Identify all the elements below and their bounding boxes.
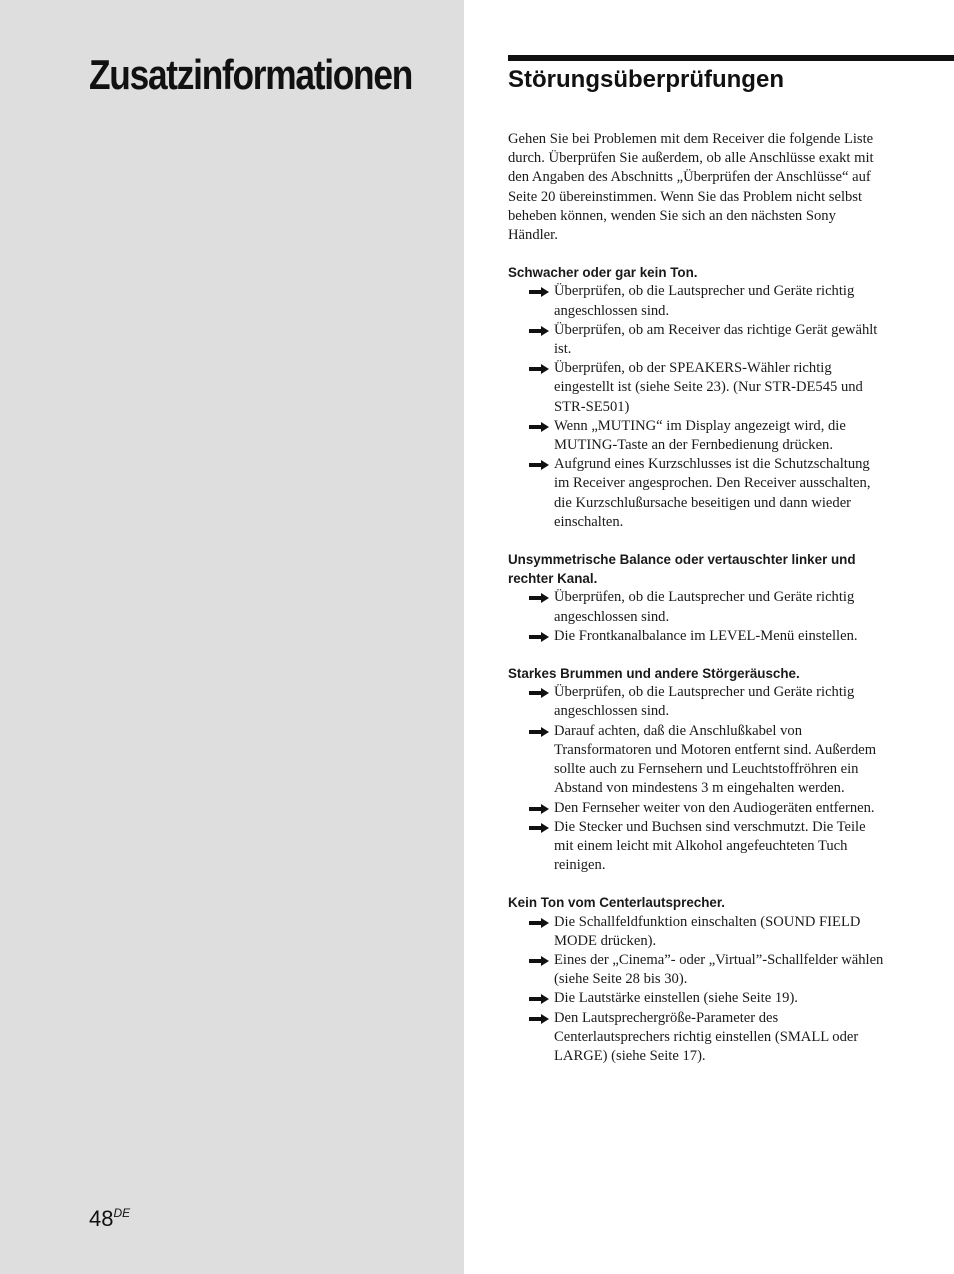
- check-list: [508, 683, 886, 875]
- check-text: Die Frontkanalbalance im LEVEL-Menü einstellen.: [554, 627, 858, 644]
- check-text: Wenn „MUTING“ im Display angezeigt wird, die MUTING-Taste an der Fernbedienung drücken.: [554, 417, 846, 454]
- check-text: Überprüfen, ob der SPEAKERS-Wähler richtig eingestellt ist (siehe Seite 23). (Nur STR-DE545 und STR-SE501): [554, 360, 863, 415]
- arrow-right-icon: [529, 1014, 549, 1024]
- check-item: [554, 722, 886, 799]
- problem-heading: Schwacher oder gar kein Ton.: [508, 265, 698, 281]
- problem-heading: Starkes Brummen und andere Störgeräusche.: [508, 666, 800, 682]
- check-item: [554, 799, 886, 818]
- problem-block: [508, 263, 886, 532]
- check-text: Aufgrund eines Kurzschlusses ist die Schutzschaltung im Receiver angesprochen. Den Receiver ausschalten, die Kurzschlußursache beseitigen und dann wieder einschalten.: [554, 456, 871, 530]
- arrow-right-icon: [529, 956, 549, 966]
- page-number-suffix: DE: [113, 1206, 131, 1220]
- arrow-right-icon: [529, 804, 549, 814]
- check-item: [554, 627, 886, 646]
- check-text: Die Stecker und Buchsen sind verschmutzt. Die Teile mit einem leicht mit Alkohol angefeuchteten Tuch reinigen.: [554, 818, 866, 874]
- check-item: [554, 989, 886, 1008]
- check-text: Überprüfen, ob die Lautsprecher und Geräte richtig angeschlossen sind.: [554, 684, 855, 720]
- sidebar-panel: [0, 0, 464, 1274]
- check-item: [554, 1009, 886, 1067]
- check-text: Die Schallfeldfunktion einschalten (SOUND FIELD MODE drücken).: [554, 913, 861, 949]
- check-item: [554, 951, 886, 989]
- arrow-right-icon: [529, 727, 549, 737]
- section-title: Störungsüberprüfungen: [508, 66, 784, 93]
- check-text: Eines der „Cinema”- oder „Virtual”-Schallfelder wählen (siehe Seite 28 bis 30).: [554, 951, 884, 988]
- arrow-right-icon: [529, 918, 549, 928]
- arrow-right-icon: [529, 688, 549, 698]
- check-text: Überprüfen, ob die Lautsprecher und Geräte richtig angeschlossen sind.: [554, 589, 855, 625]
- check-text: Darauf achten, daß die Anschlußkabel von Transformatoren und Motoren entfernt sind. Außerdem sollte auch zu Fernsehern und Leuchtstoffröhren ein Abstand von mindestens 3 m eingehalten werden.: [554, 722, 877, 797]
- arrow-right-icon: [529, 364, 549, 374]
- check-item: [554, 359, 886, 417]
- arrow-right-icon: [529, 632, 549, 642]
- arrow-right-icon: [529, 994, 549, 1004]
- arrow-right-icon: [529, 422, 549, 432]
- check-item: [554, 417, 886, 455]
- chapter-title: Zusatzinformationen: [89, 51, 412, 98]
- check-list: [508, 588, 886, 646]
- check-text: Den Lautsprechergröße-Parameter des Centerlautsprechers richtig einstellen (SMALL oder LARGE) (siehe Seite 17).: [554, 1009, 859, 1064]
- section-content: [508, 130, 886, 1084]
- problem-block: [508, 550, 886, 646]
- check-item: [554, 455, 886, 532]
- check-text: Überprüfen, ob am Receiver das richtige Gerät gewählt ist.: [554, 321, 878, 358]
- page-number-value: 48: [89, 1206, 114, 1231]
- problem-heading: Kein Ton vom Centerlautsprecher.: [508, 895, 726, 911]
- arrow-right-icon: [529, 326, 549, 336]
- page-number: [89, 1206, 130, 1232]
- arrow-right-icon: [529, 460, 549, 470]
- check-item: [554, 282, 886, 320]
- arrow-right-icon: [529, 287, 549, 297]
- problem-list: [508, 263, 886, 1066]
- intro-paragraph: Gehen Sie bei Problemen mit dem Receiver die folgende Liste durch. Überprüfen Sie außerdem, ob alle Anschlüsse exakt mit den Angaben des Abschnitts „Überprüfen der Anschlüsse“ auf Seite 20 übereinstimmen. Wenn Sie das Problem nicht selbst beheben können, wenden Sie sich an den nächsten Sony Händler.: [508, 131, 874, 244]
- check-item: [554, 321, 886, 359]
- problem-heading: Unsymmetrische Balance oder vertauschter linker und rechter Kanal.: [508, 552, 856, 587]
- arrow-right-icon: [529, 823, 549, 833]
- arrow-right-icon: [529, 593, 549, 603]
- check-item: [554, 913, 886, 951]
- check-text: Überprüfen, ob die Lautsprecher und Geräte richtig angeschlossen sind.: [554, 283, 855, 319]
- check-item: [554, 683, 886, 721]
- check-item: [554, 588, 886, 626]
- section-rule: [508, 55, 954, 61]
- check-text: Den Fernseher weiter von den Audiogeräten entfernen.: [554, 799, 875, 816]
- check-list: [508, 282, 886, 532]
- check-item: [554, 818, 886, 876]
- check-list: [508, 913, 886, 1067]
- check-text: Die Lautstärke einstellen (siehe Seite 19).: [554, 990, 798, 1007]
- problem-block: [508, 893, 886, 1066]
- problem-block: [508, 664, 886, 875]
